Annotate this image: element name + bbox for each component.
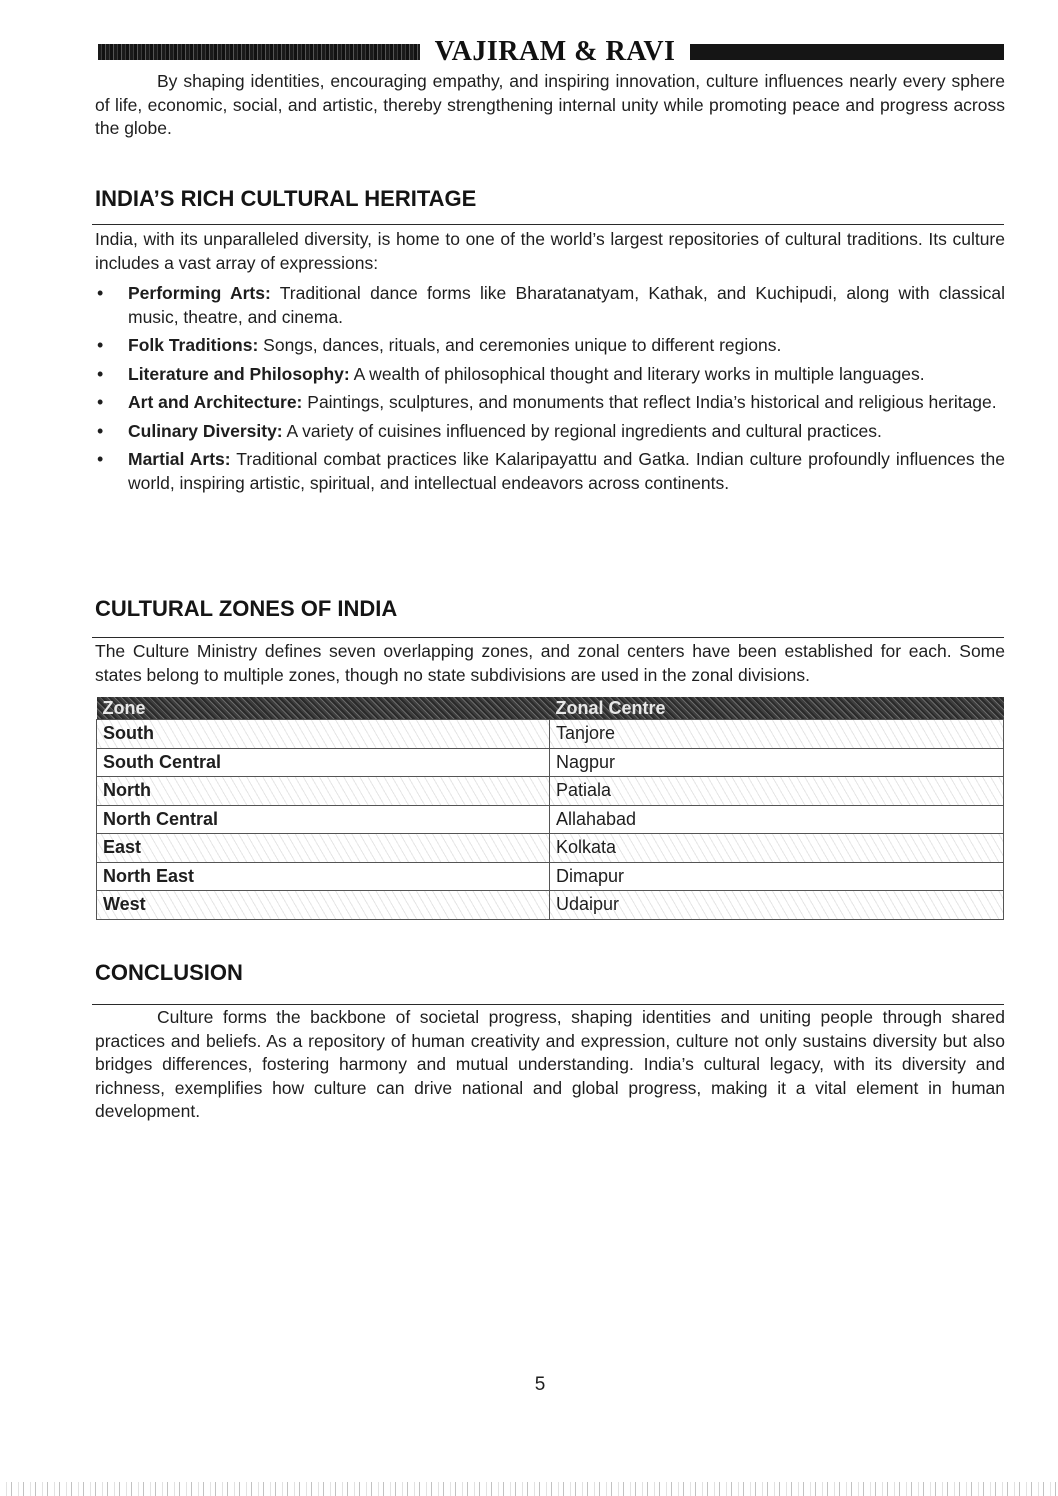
list-item	[95, 448, 1005, 495]
brand-title: VAJIRAM & RAVI	[434, 36, 676, 67]
list-item-term: Performing Arts:	[128, 283, 271, 303]
list-item-text: Songs, dances, rituals, and ceremonies unique to different regions.	[263, 335, 782, 355]
header-bar-right	[690, 44, 1004, 60]
list-item-text: Paintings, sculptures, and monuments that reflect India’s historical and religious heritage.	[307, 392, 997, 412]
list-item	[95, 420, 1005, 444]
list-item	[95, 282, 1005, 329]
bullet-icon: •	[97, 449, 104, 469]
bullet-icon: •	[97, 392, 104, 412]
zones-heading: CULTURAL ZONES OF INDIA	[95, 596, 398, 621]
list-item-text: Traditional combat practices like Kalaripayattu and Gatka. Indian culture profoundly influences the world, inspiring artistic, spiritual, and intellectual endeavors across continents.	[128, 449, 1005, 493]
bullet-icon: •	[97, 283, 104, 303]
zones-rule	[92, 637, 1004, 638]
column-header-centre: Zonal Centre	[550, 697, 1004, 720]
conclusion-rule	[92, 1004, 1004, 1005]
centre-cell: Allahabad	[550, 805, 1004, 834]
table-header-row	[97, 697, 1004, 720]
list-item-term: Martial Arts:	[128, 449, 231, 469]
page-number: 5	[534, 1374, 546, 1395]
centre-cell: Kolkata	[550, 834, 1004, 863]
zones-intro: The Culture Ministry defines seven overlapping zones, and zonal centers have been established for each. Some states belong to multiple zones, though no state subdivisions are used in the zonal divisions.	[95, 641, 1005, 685]
centre-cell: Patiala	[550, 777, 1004, 806]
zone-cell: North	[97, 777, 550, 806]
bullet-icon: •	[97, 420, 104, 441]
list-item-term: Literature and Philosophy:	[128, 363, 350, 384]
zone-cell: North East	[97, 862, 550, 891]
list-item-text: Traditional dance forms like Bharatanatyam, Kathak, and Kuchipudi, along with classical music, theatre, and cinema.	[128, 283, 1005, 327]
list-item	[95, 391, 1005, 415]
table-row	[97, 720, 1004, 749]
list-item-term: Art and Architecture:	[128, 392, 303, 412]
centre-cell: Dimapur	[550, 862, 1004, 891]
zone-cell: South	[97, 720, 550, 749]
zone-cell: South Central	[97, 748, 550, 777]
zones-table	[96, 697, 1004, 920]
heritage-intro: India, with its unparalleled diversity, is home to one of the world’s largest repositories of cultural traditions. Its culture includes a vast array of expressions:	[95, 229, 1005, 273]
table-row	[97, 805, 1004, 834]
list-item-term: Folk Traditions:	[128, 335, 259, 355]
list-item-text: A variety of cuisines influenced by regional ingredients and cultural practices.	[286, 420, 882, 441]
list-item-term: Culinary Diversity:	[128, 420, 283, 441]
table-row	[97, 834, 1004, 863]
page-header	[96, 36, 1006, 66]
list-item	[95, 363, 1005, 387]
scan-edge-noise	[0, 1482, 1058, 1496]
centre-cell: Nagpur	[550, 748, 1004, 777]
conclusion-heading: CONCLUSION	[95, 960, 243, 985]
heritage-rule	[92, 224, 1004, 225]
centre-cell: Udaipur	[550, 891, 1004, 920]
bullet-icon: •	[97, 363, 104, 384]
zone-cell: West	[97, 891, 550, 920]
centre-cell: Tanjore	[550, 720, 1004, 749]
list-item-text: A wealth of philosophical thought and literary works in multiple languages.	[353, 363, 925, 384]
zone-cell: East	[97, 834, 550, 863]
header-bar-left	[98, 44, 420, 60]
table-row	[97, 862, 1004, 891]
bullet-icon: •	[97, 335, 104, 355]
column-header-zone: Zone	[97, 697, 550, 720]
conclusion-paragraph: Culture forms the backbone of societal progress, shaping identities and uniting people through shared practices and beliefs. As a repository of human creativity and expression, culture not only sustains diversity but also bridges differences, fostering harmony and mutual understanding. India’s cultural legacy, with its diversity and richness, exemplifies how culture can drive national and global progress, making it a vital element in human development.	[95, 1007, 1005, 1121]
table-row	[97, 748, 1004, 777]
heritage-heading: INDIA’S RICH CULTURAL HERITAGE	[95, 186, 477, 211]
table-row	[97, 777, 1004, 806]
intro-paragraph: By shaping identities, encouraging empathy, and inspiring innovation, culture influences nearly every sphere of life, economic, social, and artistic, thereby strengthening internal unity while promoting peace and progress across the globe.	[95, 71, 1005, 138]
table-row	[97, 891, 1004, 920]
zone-cell: North Central	[97, 805, 550, 834]
heritage-list	[95, 282, 1005, 500]
list-item	[95, 334, 1005, 358]
